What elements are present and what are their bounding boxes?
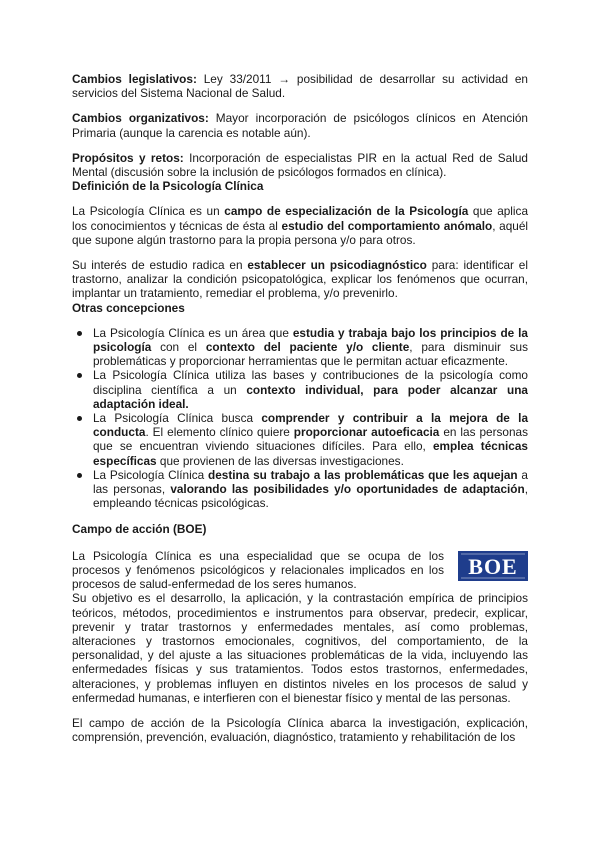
campo-paragraph-2: Su objetivo es el desarrollo, la aplicación, y la contrastación empírica de principios teóricos, métodos, procedimientos e instrumentos para observar, predecir, explicar, prevenir y tratar trastornos y enfermedades mentales, así como problemas, alteraciones y trastornos emocionales, cognitivos, del comportamiento, de la personalidad, y del ajuste a las situaciones problemáticas de la vida, incluyendo las enfermedades físicas y sus tratamientos. Todos estos trastornos, enfermedades, alteraciones, y problemas influyen en distintos niveles en los procesos de salud y enfermedad humanas, e interfieren con el bienestar físico y mental de las personas. bbox=[72, 591, 528, 705]
definicion-paragraph-1: La Psicología Clínica es un campo de especialización de la Psicología que aplica los conocimientos y técnicas de ésta al estudio del comportamiento anómalo, aquél que supone algún trastorno para la propia persona y/o para otros. bbox=[72, 204, 529, 247]
definicion-heading: Definición de la Psicología Clínica bbox=[72, 179, 264, 194]
document-page bbox=[72, 72, 528, 744]
list-item: La Psicología Clínica destina su trabajo a las problemáticas que les aquejan a las personas, valorando las posibilidades y/o oportunidades de adaptación, empleando técnicas psicológicas. bbox=[72, 468, 528, 511]
campo-heading: Campo de acción (BOE) bbox=[72, 522, 207, 537]
intro-organizativos: Cambios organizativos: Mayor incorporación de psicólogos clínicos en Atención Primaria (aunque la carencia es notable aún). bbox=[72, 111, 528, 140]
definicion-paragraph-2: Su interés de estudio radica en establecer un psicodiagnóstico para: identificar el trastorno, analizar la condición psicopatológica, explicar los fenómenos que ocurran, implantar un tratamiento, remediar el problema, y/o prevenirlo. bbox=[72, 258, 528, 301]
list-item: La Psicología Clínica es un área que estudia y trabaja bajo los principios de la psicología con el contexto del paciente y/o cliente, para disminuir sus problemáticas y proporcionar herramientas que le permitan actuar eficazmente. bbox=[72, 326, 528, 369]
boe-logo bbox=[458, 551, 528, 581]
list-item: La Psicología Clínica utiliza las bases y contribuciones de la psicología como disciplina científica a un contexto individual, para poder alcanzar una adaptación ideal. bbox=[72, 368, 528, 411]
otras-list bbox=[72, 326, 528, 511]
intro-propositos: Propósitos y retos: Incorporación de especialistas PIR en la actual Red de Salud Mental (discusión sobre la inclusión de psicólogos formados en clínica). bbox=[72, 150, 528, 180]
campo-block bbox=[72, 549, 528, 705]
otras-heading: Otras concepciones bbox=[72, 300, 185, 315]
list-item: La Psicología Clínica busca comprender y contribuir a la mejora de la conducta. El elemento clínico quiere proporcionar autoeficacia en las personas que se encuentran viviendo situaciones difíciles. Para ello, emplea técnicas específicas que provienen de las diversas investigaciones. bbox=[72, 411, 528, 468]
campo-paragraph-3: El campo de acción de la Psicología Clínica abarca la investigación, explicación, comprensión, prevención, evaluación, diagnóstico, tratamiento y rehabilitación de los bbox=[72, 715, 528, 745]
campo-paragraph-1: La Psicología Clínica es una especialidad que se ocupa de los procesos y fenómenos psicológicos y relacionales implicados en los procesos de salud-enfermedad de los seres humanos. bbox=[72, 548, 444, 592]
intro-legislativos: Cambios legislativos: Ley 33/2011 → posibilidad de desarrollar su actividad en servicios del Sistema Nacional de Salud. bbox=[72, 72, 528, 101]
svg-text:BOE: BOE bbox=[468, 553, 518, 579]
